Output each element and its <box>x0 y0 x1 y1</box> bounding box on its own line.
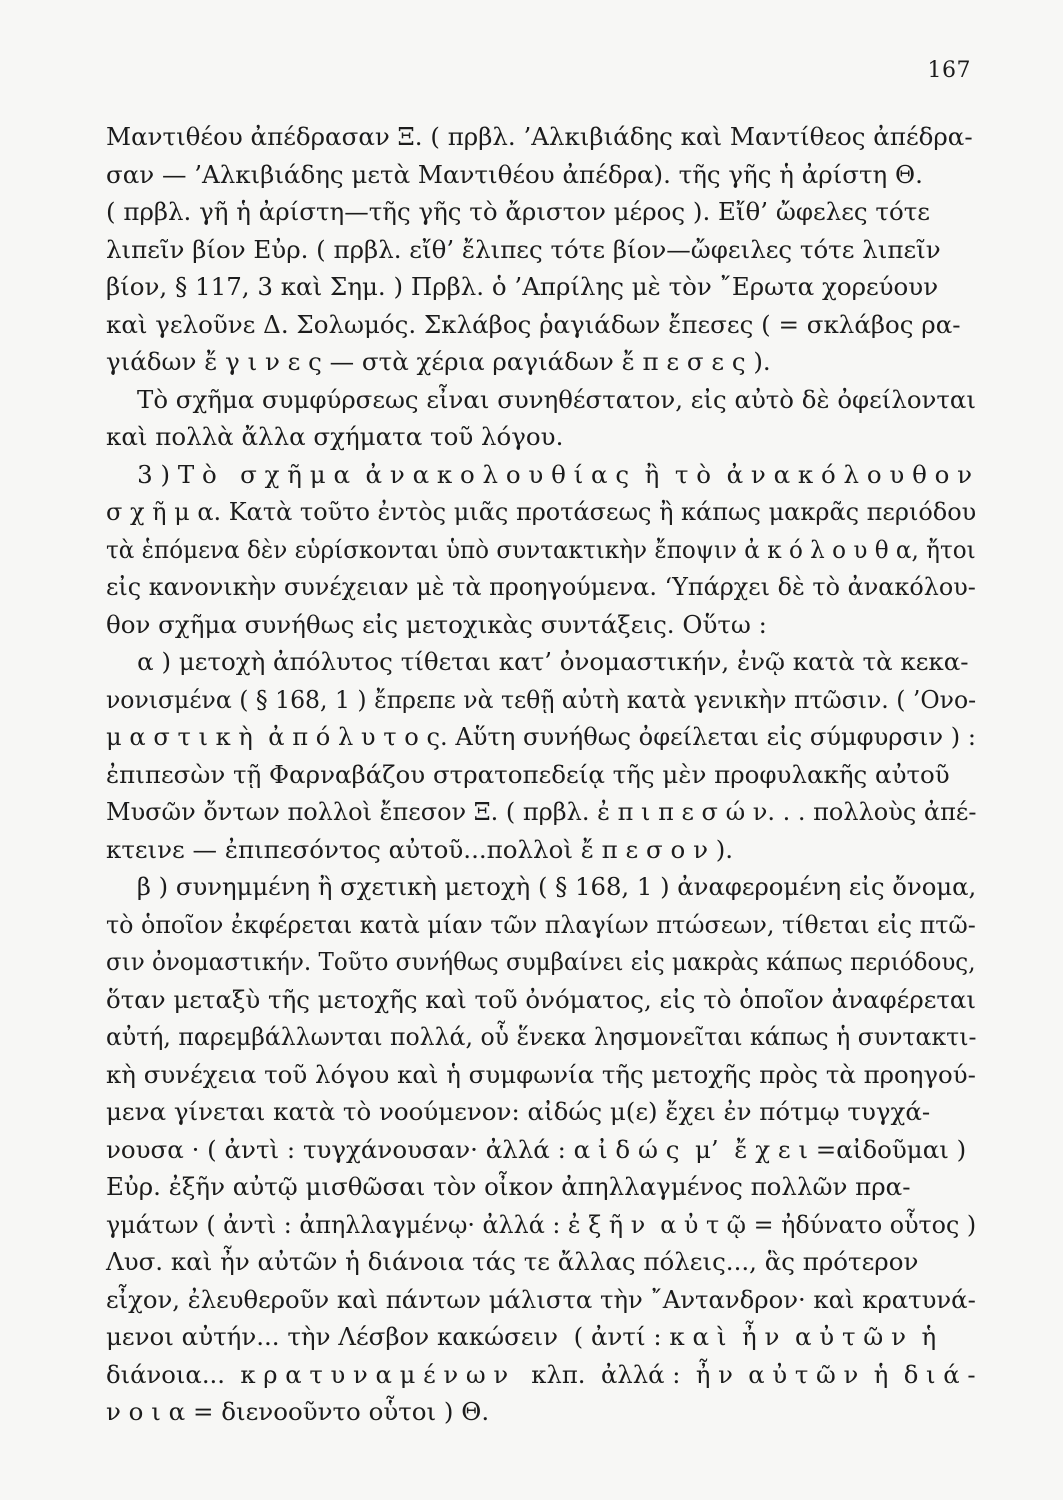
text-line: τὸ ὁποῖον ἐκφέρεται κατὰ μίαν τῶν πλαγίων πτώσεων, τίθεται εἰς πτῶ- <box>106 909 976 939</box>
text-line: διάνοια... κ ρ α τ υ ν α μ έ ν ω ν κλπ. ἀλλά : ἦ ν α ὐ τ ῶ ν ἡ δ ι ά - <box>106 1359 976 1389</box>
text-body <box>106 118 976 1431</box>
text-line: σαν — ’Αλκιβιάδης μετὰ Μαντιθέου ἀπέδρα). τῆς γῆς ἡ ἀρίστη Θ. <box>106 159 923 189</box>
text-line: τὰ ἑπόμενα δὲν εὑρίσκονται ὑπὸ συντακτικὴν ἔποψιν ἀ κ ό λ ο υ θ α, ἤτοι <box>106 534 976 564</box>
text-line: Μαντιθέου ἀπέδρασαν Ξ. ( πρβλ. ’Αλκιβιάδης καὶ Μαντίθεος ἀπέδρα- <box>106 122 973 151</box>
text-line: λιπεῖν βίον Εὐρ. ( πρβλ. εἴθ’ ἔλιπες τότε βίον—ὤφειλες τότε λιπεῖν <box>106 234 941 264</box>
text-line: εἶχον, ἐλευθεροῦν καὶ πάντων μάλιστα τὴν ῎Αντανδρον· καὶ κρατυνά- <box>106 1284 976 1314</box>
text-line: μ α σ τ ι κ ὴ ἀ π ό λ υ τ ο ς. Αὕτη συνήθως ὀφείλεται εἰς σύμφυρσιν ) : <box>106 722 976 751</box>
text-line: θον σχῆμα συνήθως εἰς μετοχικὰς συντάξεις. Οὕτω : <box>106 609 767 639</box>
text-line: Μυσῶν ὄντων πολλοὶ ἔπεσον Ξ. ( πρβλ. ἐ π ι π ε σ ώ ν. . . πολλοὺς ἀπέ- <box>106 797 977 826</box>
text-line: γμάτων ( ἀντὶ : ἀπηλλαγμένῳ· ἀλλά : ἐ ξ ῆ ν α ὐ τ ῷ = ἠδύνατο οὗτος ) <box>106 1209 977 1239</box>
text-line: Εὐρ. ἐξῆν αὐτῷ μισθῶσαι τὸν οἶκον ἀπηλλαγμένος πολλῶν πρα- <box>106 1172 911 1201</box>
text-line: μενοι αὐτήν... τὴν Λέσβον κακώσειν ( ἀντί : κ α ὶ ἦ ν α ὐ τ ῶ ν ἡ <box>106 1322 937 1351</box>
text-line: καὶ πολλὰ ἄλλα σχήματα τοῦ λόγου. <box>106 422 564 451</box>
text-line: Τὸ σχῆμα συμφύρσεως εἶναι συνηθέστατον, εἰς αὐτὸ δὲ ὀφείλονται <box>106 384 976 414</box>
text-line: α ) μετοχὴ ἀπόλυτος τίθεται κατ’ ὀνομαστικήν, ἐνῷ κατὰ τὰ κεκα- <box>106 647 969 676</box>
text-line: ν ο ι α = διενοοῦντο οὗτοι ) Θ. <box>106 1397 490 1426</box>
text-line: ( πρβλ. γῆ ἡ ἀρίστη—τῆς γῆς τὸ ἄριστον μέρος ). Εἴθ’ ὤφελες τότε <box>106 197 930 226</box>
text-line: νονισμένα ( § 168, 1 ) ἔπρεπε νὰ τεθῇ αὐτὴ κατὰ γενικὴν πτῶσιν. ( ’Ονο- <box>106 684 977 714</box>
text-line: καὶ γελοῦνε Δ. Σολωμός. Σκλάβος ῥαγιάδων ἔπεσες ( = σκλάβος ρα- <box>106 309 961 339</box>
text-line: μενα γίνεται κατὰ τὸ νοούμενον: αἰδώς μ(ε) ἔχει ἐν πότμῳ τυγχά- <box>106 1097 931 1126</box>
text-line: σ χ ῆ μ α. Κατὰ τοῦτο ἐντὸς μιᾶς προτάσεως ἢ κάπως μακρᾶς περιόδου <box>106 497 977 526</box>
text-line: κὴ συνέχεια τοῦ λόγου καὶ ἡ συμφωνία τῆς μετοχῆς πρὸς τὰ προηγού- <box>106 1059 976 1089</box>
text-line: ἐπιπεσὼν τῇ Φαρναβάζου στρατοπεδείᾳ τῆς μὲν προφυλακῆς αὐτοῦ <box>106 759 950 789</box>
text-line: γιάδων ἔ γ ι ν ε ς — στὰ χέρια ραγιάδων ἔ π ε σ ε ς ). <box>106 347 771 376</box>
text-line: Λυσ. καὶ ἦν αὐτῶν ἡ διάνοια τάς τε ἄλλας πόλεις..., ἃς πρότερον <box>106 1247 919 1276</box>
text-line: 3 ) Τ ὸ σ χ ῆ μ α ἀ ν α κ ο λ ο υ θ ί α ς ἢ τ ὸ ἀ ν α κ ό λ ο υ θ ο ν <box>106 459 973 489</box>
page-number: 167 <box>927 58 971 83</box>
text-line: β ) συνημμένη ἢ σχετικὴ μετοχὴ ( § 168, 1 ) ἀναφερομένη εἰς ὄνομα, <box>106 872 977 901</box>
text-line: εἰς κανονικὴν συνέχειαν μὲ τὰ προηγούμενα. ‘Υπάρχει δὲ τὸ ἀνακόλου- <box>106 572 976 601</box>
text-line: βίον, § 117, 3 καὶ Σημ. ) Πρβλ. ὁ ’Απρίλης μὲ τὸν ῎Ερωτα χορεύουν <box>106 272 939 301</box>
text-line: σιν ὀνομαστικήν. Τοῦτο συνήθως συμβαίνει εἰς μακρὰς κάπως περιόδους, <box>106 947 976 976</box>
text-line: νουσα · ( ἀντὶ : τυγχάνουσαν· ἀλλά : α ἰ δ ώ ς μ’ ἔ χ ε ι =αἰδοῦμαι ) <box>106 1134 967 1164</box>
text-line: αὐτή, παρεμβάλλωνται πολλά, οὗ ἕνεκα λησμονεῖται κάπως ἡ συντακτι- <box>106 1022 977 1051</box>
text-line: κτεινε — ἐπιπεσόντος αὐτοῦ...πολλοὶ ἔ π ε σ ο ν ). <box>106 834 734 864</box>
text-line: ὅταν μεταξὺ τῆς μετοχῆς καὶ τοῦ ὀνόματος, εἰς τὸ ὁποῖον ἀναφέρεται <box>106 984 976 1014</box>
